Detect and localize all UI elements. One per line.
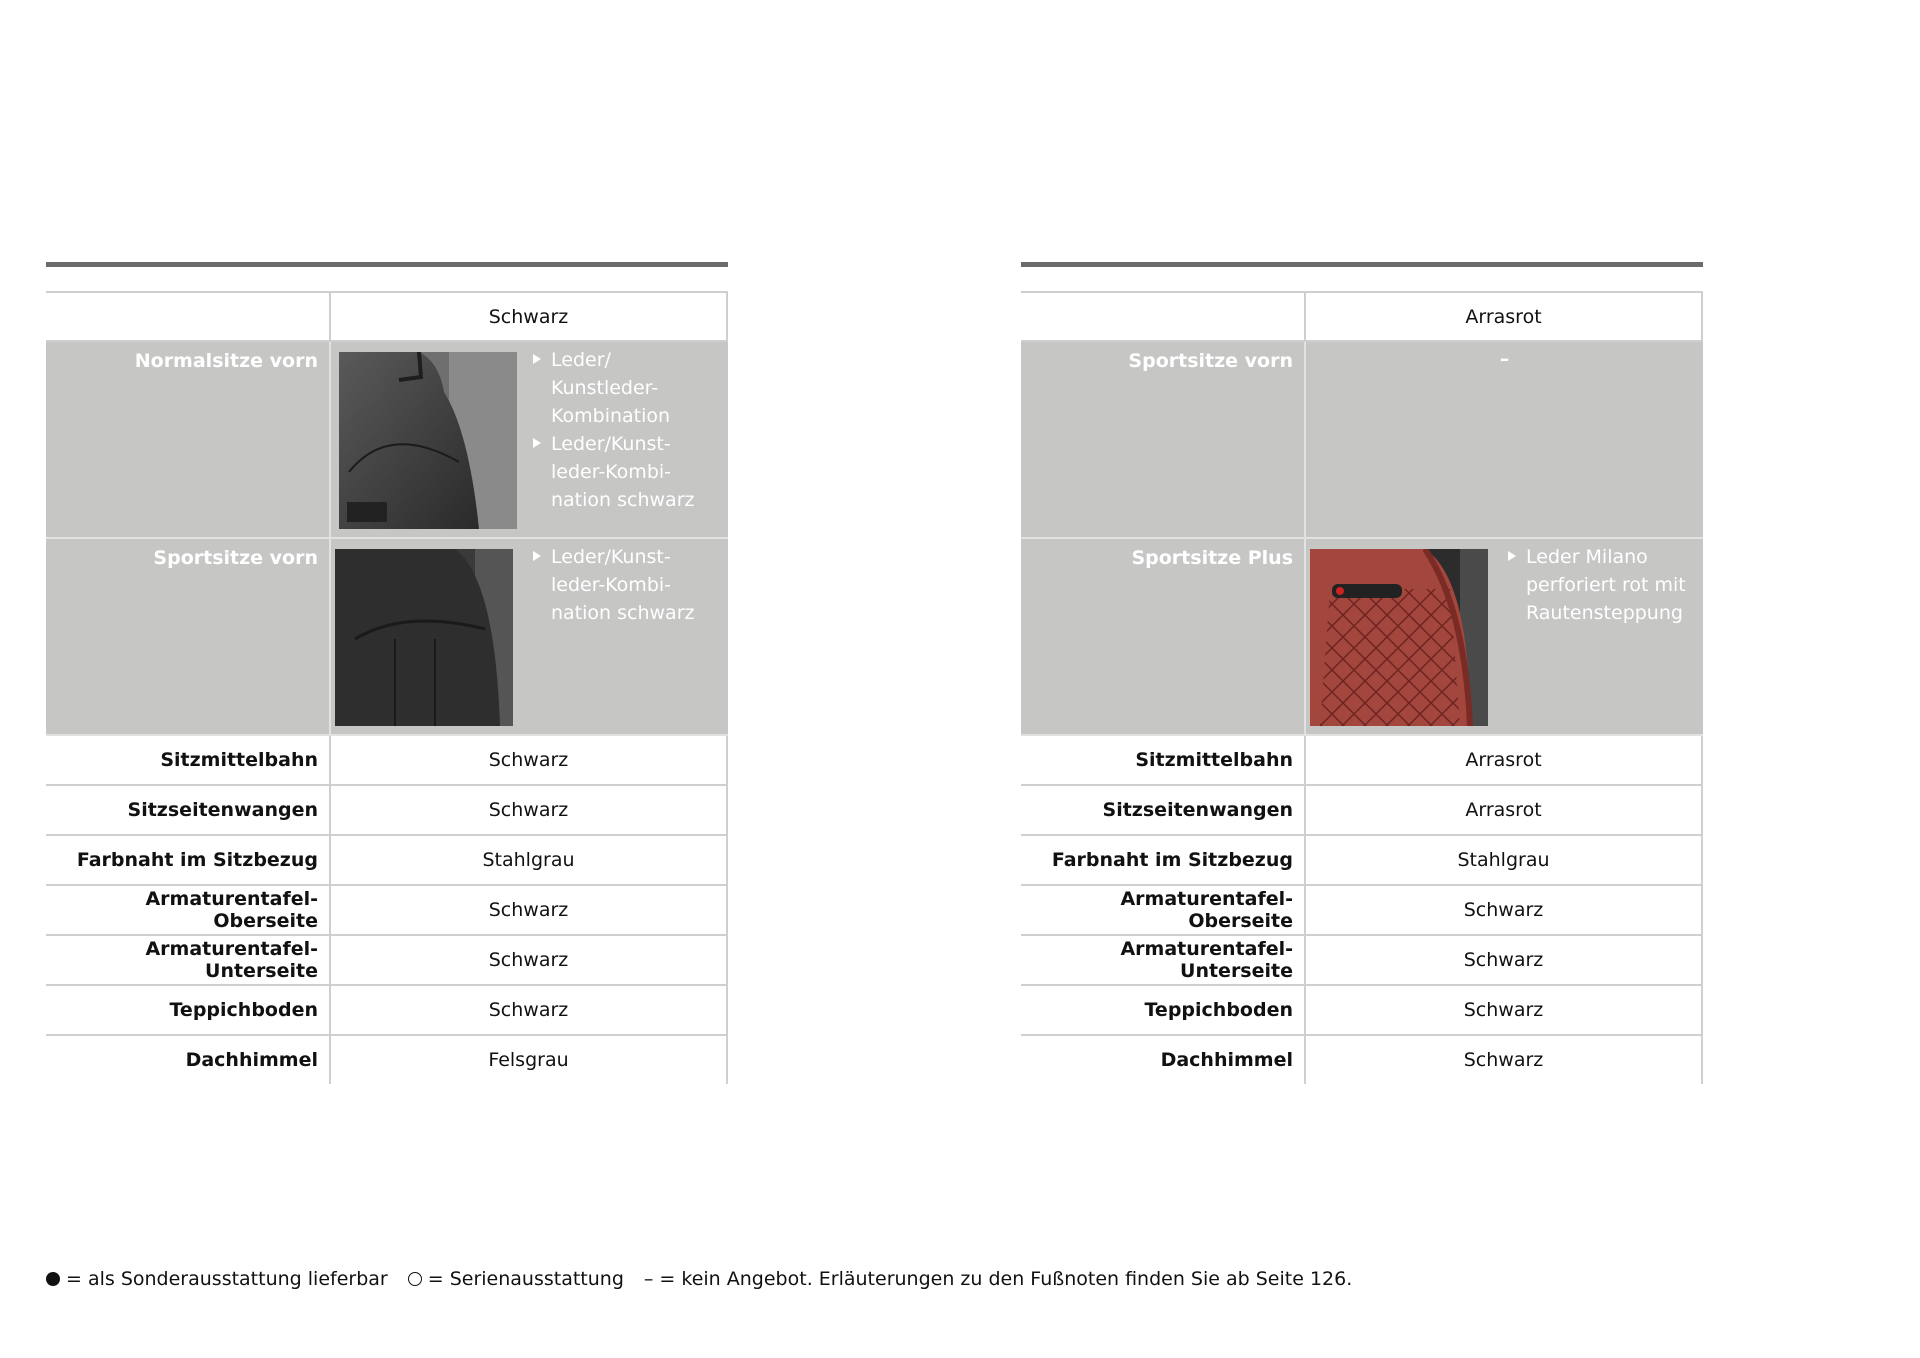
row-value: Schwarz bbox=[329, 886, 728, 934]
table-row bbox=[46, 836, 728, 886]
row-label: Sitzmittelbahn bbox=[160, 749, 318, 771]
table-row bbox=[46, 1036, 728, 1084]
seat-row-label: Sportsitze vorn bbox=[1128, 350, 1293, 372]
row-value: Schwarz bbox=[329, 736, 728, 784]
open-circle-icon bbox=[408, 1272, 422, 1286]
row-value: Schwarz bbox=[329, 786, 728, 834]
color-column-header: Arrasrot bbox=[1304, 293, 1703, 340]
legend-none: – = kein Angebot. Erläuterungen zu den Fußnoten finden Sie ab Seite 126. bbox=[643, 1268, 1353, 1290]
row-label: Dachhimmel bbox=[185, 1049, 318, 1071]
filled-circle-icon bbox=[46, 1272, 60, 1286]
table-header-row bbox=[1021, 291, 1703, 342]
legend-optional: = als Sonderausstattung lieferbar bbox=[66, 1268, 388, 1290]
row-label: Sitzseitenwangen bbox=[1102, 799, 1293, 821]
table-row bbox=[1021, 986, 1703, 1036]
table-row bbox=[46, 736, 728, 786]
table-row bbox=[1021, 836, 1703, 886]
seat-option-bullet: Leder/ Kunstleder-Kombination bbox=[531, 346, 722, 430]
table-top-rule bbox=[1021, 262, 1703, 267]
not-available-dash: – bbox=[1499, 348, 1510, 370]
row-value: Schwarz bbox=[1304, 1036, 1703, 1084]
row-label: Farbnaht im Sitzbezug bbox=[1051, 849, 1293, 871]
row-label: Armaturentafel-Oberseite bbox=[1120, 888, 1293, 932]
table-row bbox=[46, 936, 728, 986]
seat-image-normal-black bbox=[339, 352, 517, 529]
row-label: Teppichboden bbox=[169, 999, 318, 1021]
table-row bbox=[46, 886, 728, 936]
seat-option-bullet: Leder Milano perforiert rot mit Rautensteppung bbox=[1506, 543, 1697, 627]
row-value: Schwarz bbox=[1304, 886, 1703, 934]
seat-row-label: Normalsitze vorn bbox=[134, 350, 318, 372]
table-row bbox=[1021, 1036, 1703, 1084]
seat-row bbox=[46, 342, 728, 539]
row-label: Armaturentafel-Oberseite bbox=[145, 888, 318, 932]
seat-row bbox=[1021, 342, 1703, 539]
right-equipment-table bbox=[1021, 262, 1703, 1084]
row-label: Farbnaht im Sitzbezug bbox=[76, 849, 318, 871]
table-row bbox=[1021, 886, 1703, 936]
color-column-header: Schwarz bbox=[329, 293, 728, 340]
row-value: Schwarz bbox=[329, 986, 728, 1034]
row-value: Arrasrot bbox=[1304, 736, 1703, 784]
row-label: Armaturentafel-Unterseite bbox=[1120, 938, 1293, 982]
row-label: Sitzseitenwangen bbox=[127, 799, 318, 821]
table-row bbox=[1021, 736, 1703, 786]
table-row bbox=[46, 986, 728, 1036]
seat-image-sport-plus-red bbox=[1310, 549, 1488, 726]
table-header-row bbox=[46, 291, 728, 342]
row-value: Stahlgrau bbox=[329, 836, 728, 884]
row-label: Sitzmittelbahn bbox=[1135, 749, 1293, 771]
table-row bbox=[46, 786, 728, 836]
row-label: Dachhimmel bbox=[1160, 1049, 1293, 1071]
seat-option-bullet: Leder/Kunst-leder-Kombi-nation schwarz bbox=[531, 430, 722, 514]
seat-image-sport-black bbox=[335, 549, 513, 726]
seat-row-label: Sportsitze vorn bbox=[153, 547, 318, 569]
table-row bbox=[1021, 786, 1703, 836]
row-value: Felsgrau bbox=[329, 1036, 728, 1084]
table-top-rule bbox=[46, 262, 728, 267]
left-equipment-table bbox=[46, 262, 728, 1084]
row-label: Armaturentafel-Unterseite bbox=[145, 938, 318, 982]
seat-row-label: Sportsitze Plus bbox=[1131, 547, 1293, 569]
seat-option-bullet: Leder/Kunst-leder-Kombi-nation schwarz bbox=[531, 543, 722, 627]
legend-footnote bbox=[46, 1268, 1352, 1290]
seat-row bbox=[1021, 539, 1703, 736]
row-label: Teppichboden bbox=[1144, 999, 1293, 1021]
row-value: Schwarz bbox=[1304, 986, 1703, 1034]
row-value: Arrasrot bbox=[1304, 786, 1703, 834]
row-value: Schwarz bbox=[1304, 936, 1703, 984]
legend-standard: = Serienausstattung bbox=[427, 1268, 624, 1290]
table-row bbox=[1021, 936, 1703, 986]
seat-row bbox=[46, 539, 728, 736]
row-value: Schwarz bbox=[329, 936, 728, 984]
row-value: Stahlgrau bbox=[1304, 836, 1703, 884]
